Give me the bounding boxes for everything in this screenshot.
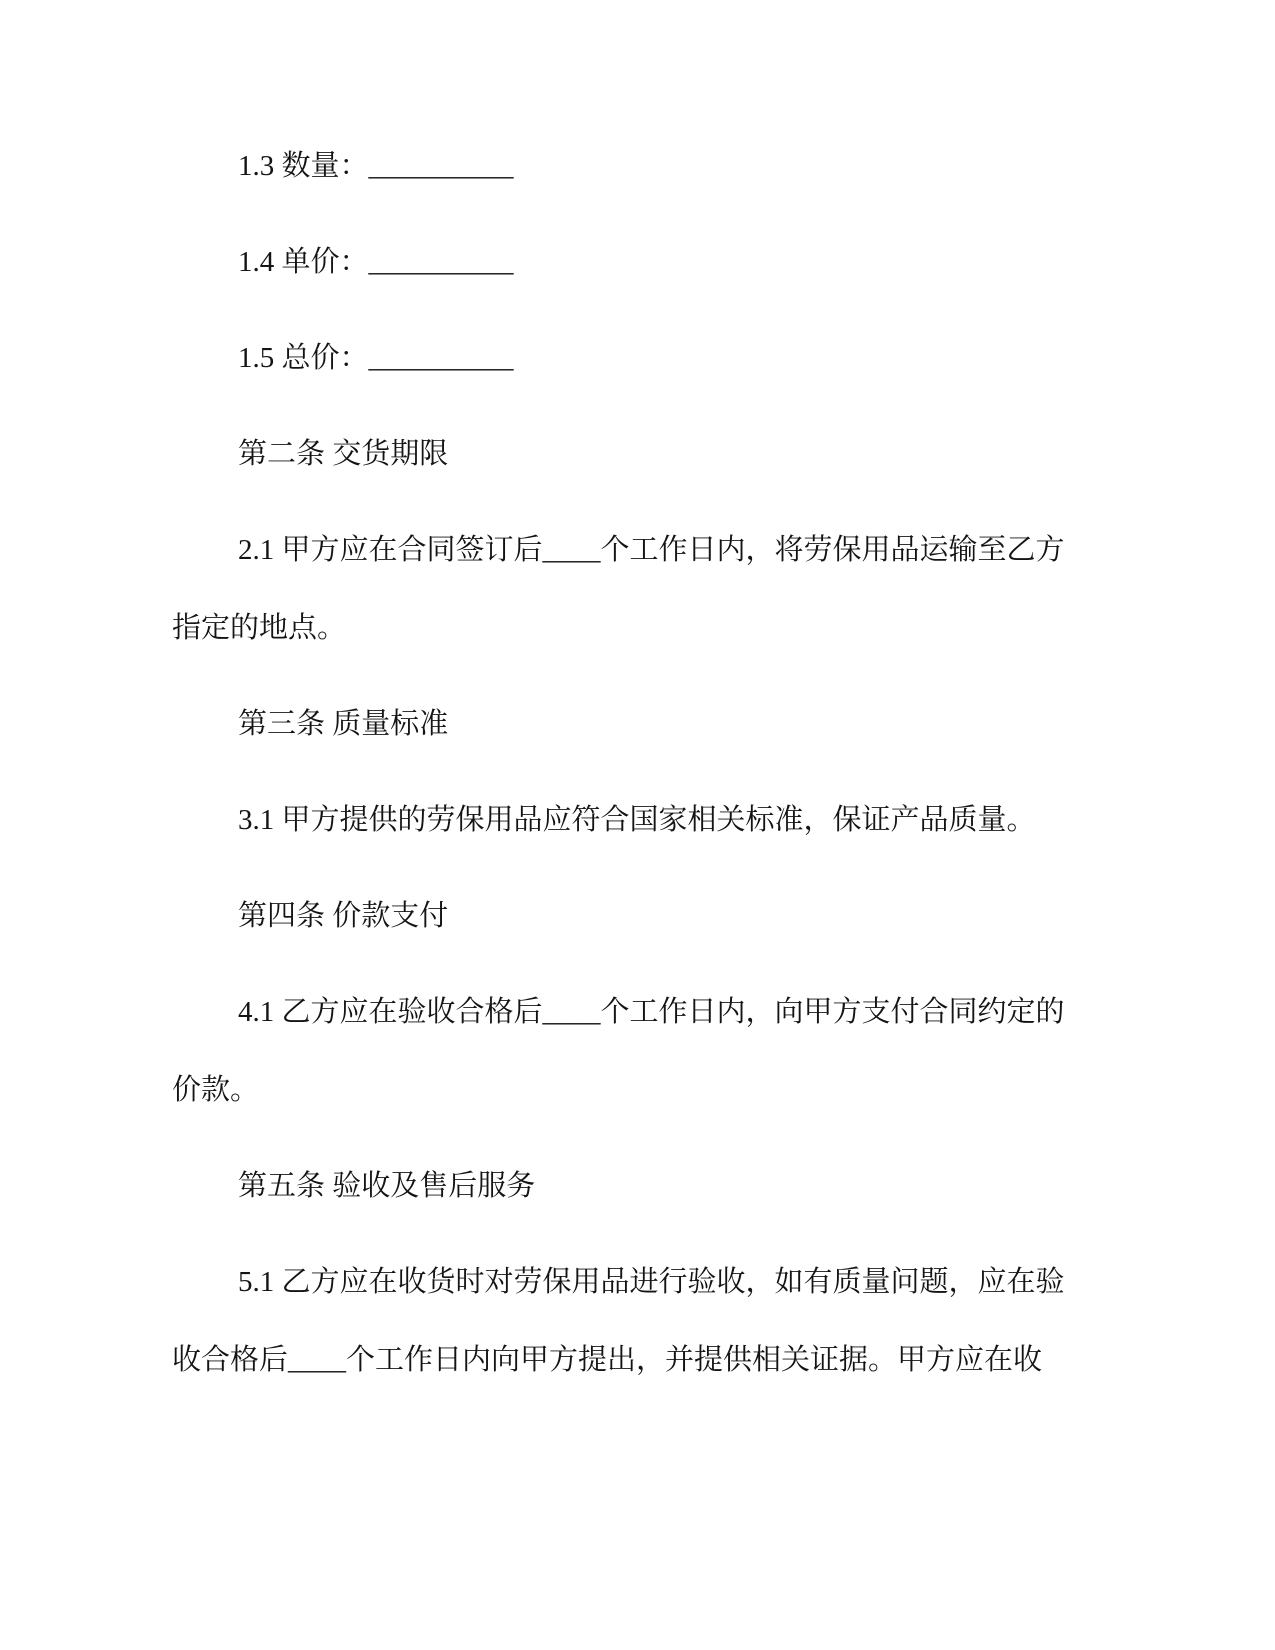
clause-paragraph	[172, 973, 1065, 1129]
paragraph-line: 指定的地点。	[172, 612, 347, 644]
paragraph-line: 1.4 单价：__________	[238, 246, 514, 278]
heading-paragraph	[172, 685, 1062, 763]
section-heading-line: 第五条 验收及售后服务	[238, 1170, 536, 1202]
paragraph-line: 价款。	[172, 1074, 260, 1106]
section-heading-line: 第四条 价款支付	[238, 900, 449, 932]
paragraph-line: 收合格后____个工作日内向甲方提出，并提供相关证据。甲方应在收	[172, 1344, 1043, 1376]
paragraph-line: 4.1 乙方应在验收合格后____个工作日内，向甲方支付合同约定的	[238, 996, 1065, 1028]
heading-paragraph	[172, 1147, 1062, 1225]
heading-paragraph	[172, 877, 1062, 955]
section-heading-line: 第二条 交货期限	[238, 438, 449, 470]
paragraph-line: 2.1 甲方应在合同签订后____个工作日内，将劳保用品运输至乙方	[238, 534, 1065, 566]
section-heading-line: 第三条 质量标准	[238, 708, 449, 740]
paragraph-line: 1.3 数量：__________	[238, 150, 514, 182]
item-paragraph	[172, 223, 1062, 301]
clause-paragraph	[172, 781, 1062, 859]
paragraph-line: 5.1 乙方应在收货时对劳保用品进行验收，如有质量问题，应在验	[238, 1266, 1065, 1298]
paragraph-line: 1.5 总价：__________	[238, 342, 514, 374]
paragraph-line: 3.1 甲方提供的劳保用品应符合国家相关标准，保证产品质量。	[238, 804, 1036, 836]
clause-paragraph	[172, 1243, 1065, 1399]
item-paragraph	[172, 319, 1062, 397]
contract-body	[172, 127, 1065, 1417]
heading-paragraph	[172, 415, 1062, 493]
clause-paragraph	[172, 511, 1065, 667]
item-paragraph	[172, 127, 1062, 205]
